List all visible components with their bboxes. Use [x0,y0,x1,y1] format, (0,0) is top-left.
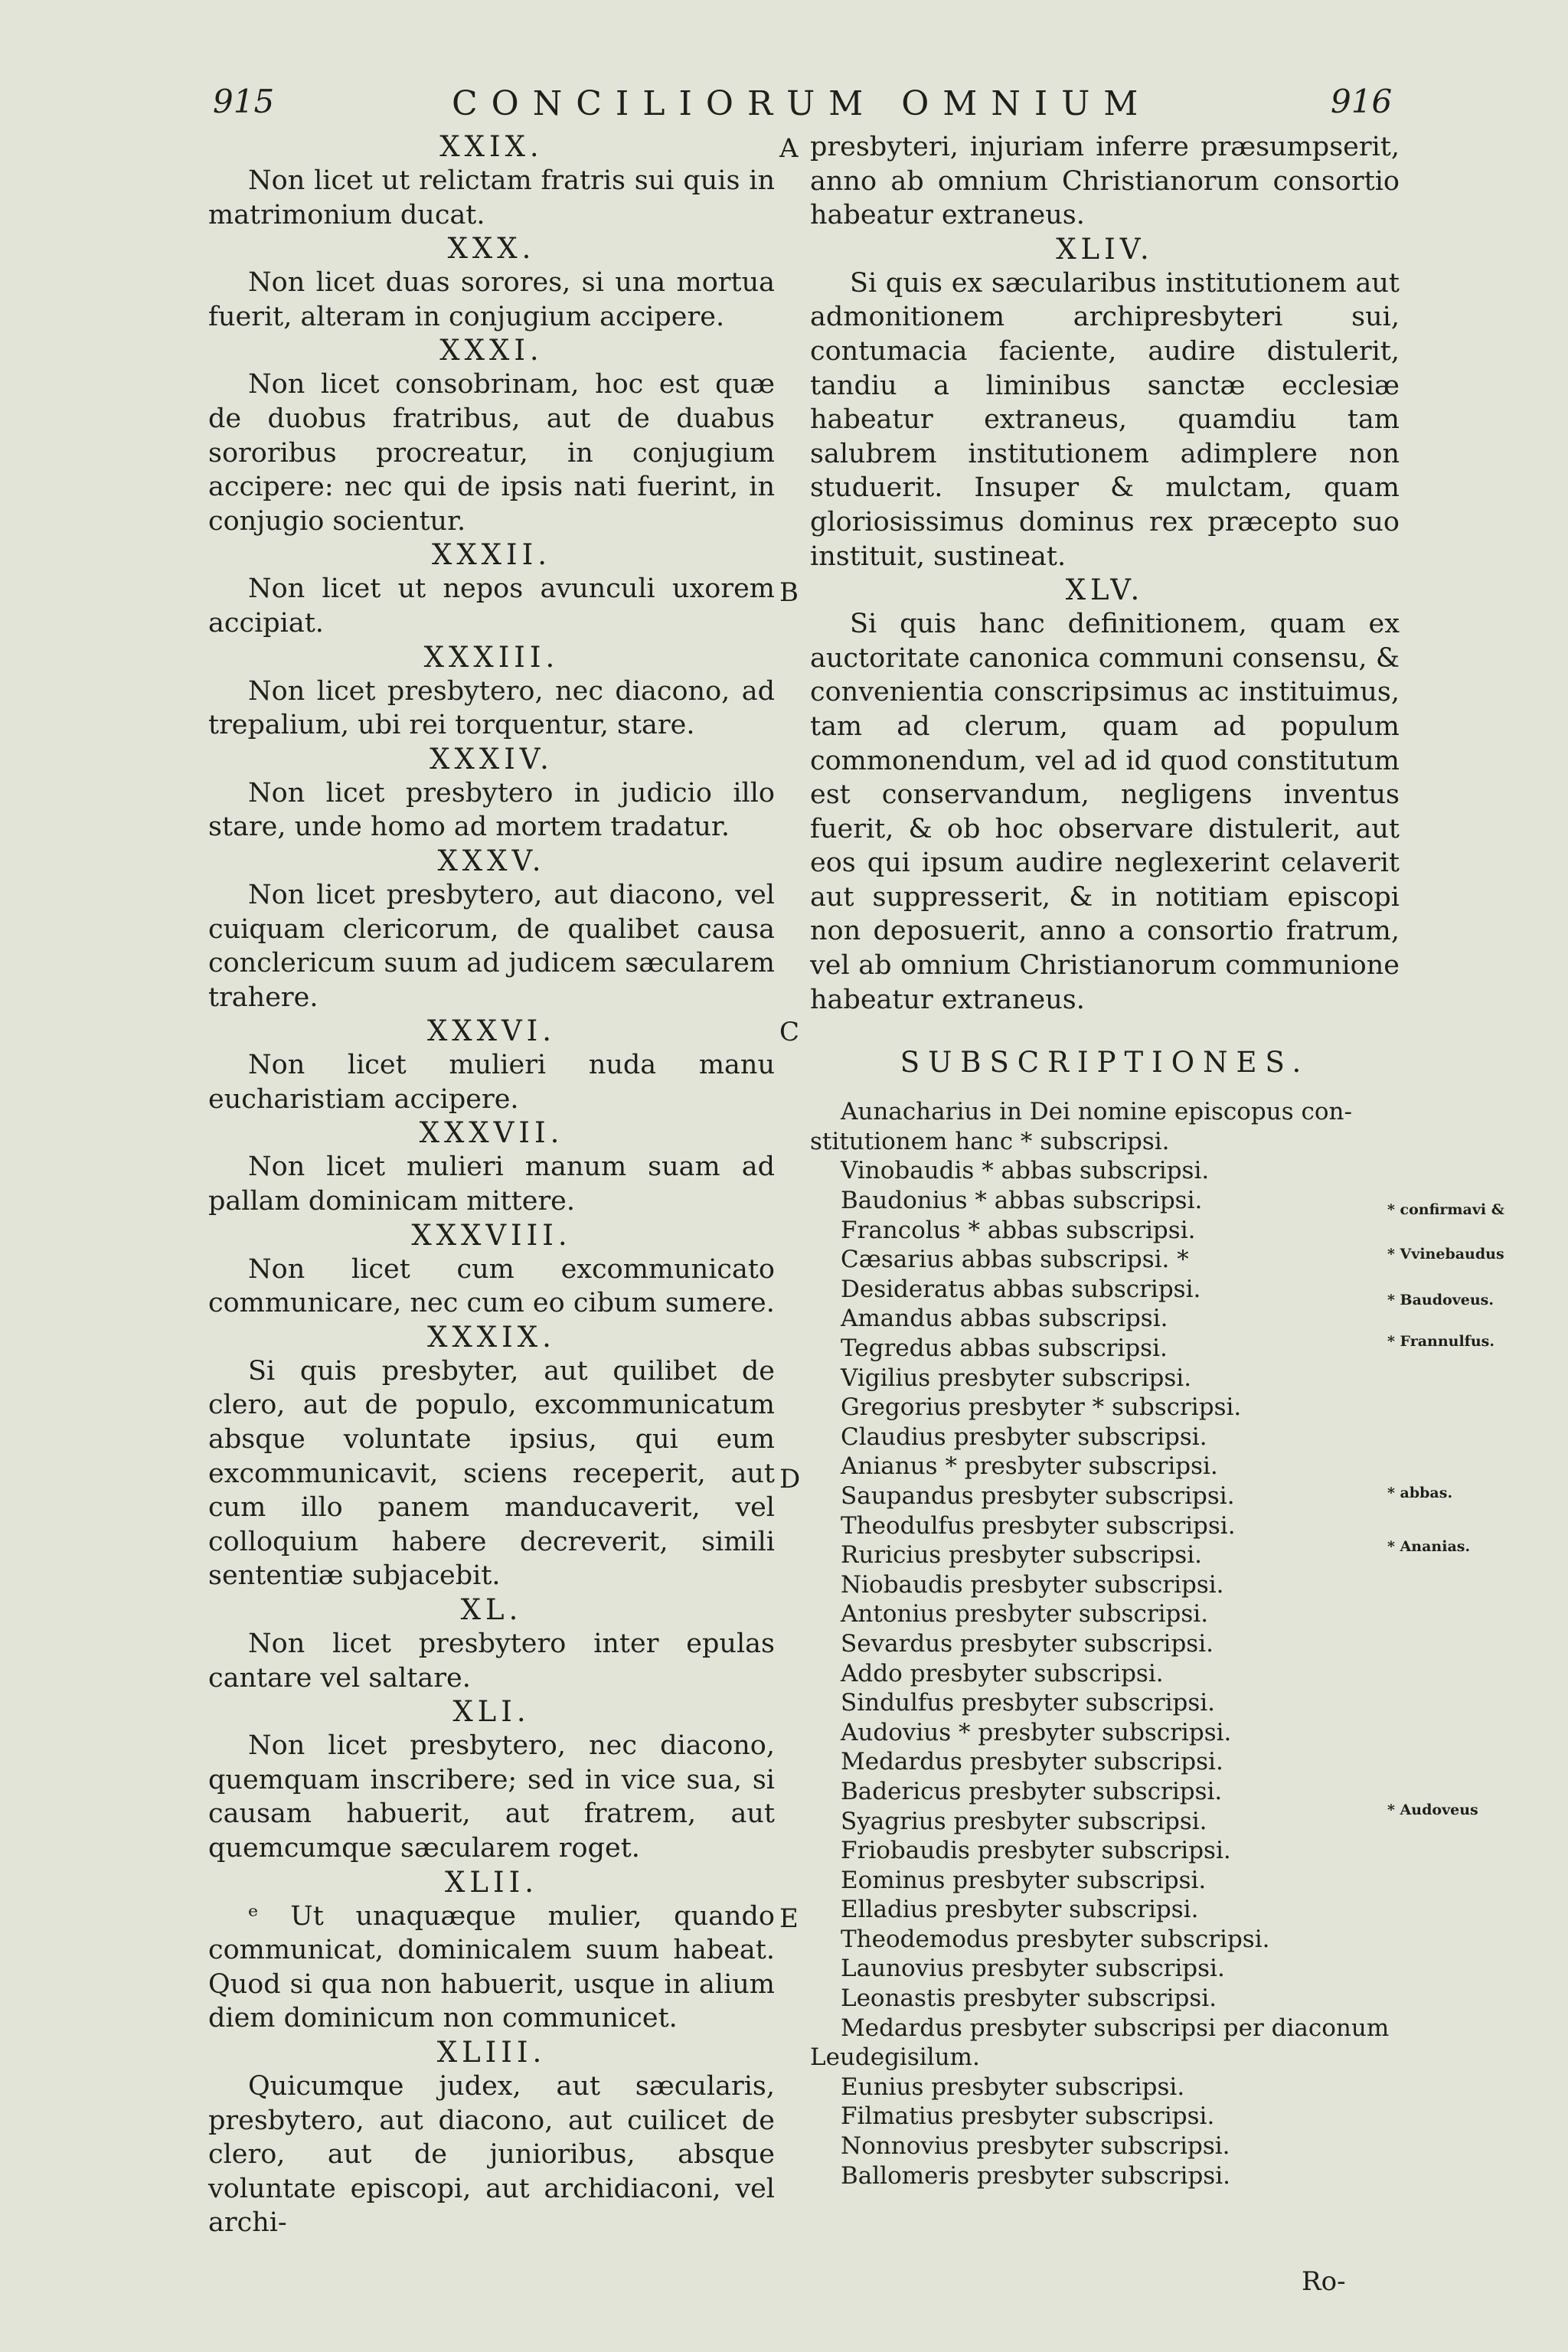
subscription-line: Addo presbyter subscripsi. [841,1659,1164,1687]
canon-text: Non licet cum excommunicato communicare, nec cum eo cibum sumere. [208,1253,775,1319]
subscription-line: Antonius presbyter subscripsi. [841,1600,1209,1628]
subscription-text: Leudegisilum. [810,2043,980,2072]
canon-number: XLIII. [436,2035,547,2069]
margin-note: * Baudoveus. [1387,1292,1494,1308]
subscription-line: Ruricius presbyter subscripsi. [841,1541,1203,1570]
canon [208,641,775,743]
subscription-line: Theodulfus presbyter subscripsi. [841,1511,1236,1540]
subscription-line: Francolus * abbas subscripsi. [841,1216,1196,1244]
running-title: CONCILIORUM OMNIUM [452,84,1152,123]
subscription-line: Sevardus presbyter subscripsi. [841,1629,1214,1658]
subscription-line: Desideratus abbas subscripsi. [841,1275,1201,1303]
continuation-text: presbyteri, injuriam inferre præsumpserit, anno ab omnium Christianorum consortio habeatur extraneus. [810,132,1400,231]
canon-text: Non licet ut relictam fratris sui quis in matrimonium ducat. [208,165,775,230]
subscription-line [810,1097,1400,1156]
canon [810,233,1400,573]
canon-text: Quicumque judex, aut sæcularis, presbytero, aut diacono, aut cuilicet de clero, aut de junioribus, absque voluntate episcopi, aut archidiaconi, vel archi- [208,2070,775,2239]
canon [208,538,775,640]
subscription-line: Filmatius presbyter subscripsi. [841,2102,1215,2131]
canon-text: Si quis hanc definitionem, quam ex auctoritate canonica communi consensu, & convenientia conscripsimus ac instituimus, tam ad clerum, quam ad populum commonendum, vel ad id quod constitutum est conservandum, negligens inventus fuerit, & ob hoc observare distulerit, aut eos qui ipsum audire neglexerint celaverit aut suppresserit, & in notitiam episcopi non deposuerit, anno a consortio fratrum, vel ab omnium Christianorum communione habeatur extraneus. [810,609,1400,1015]
canon-number: XLIV. [1056,232,1154,266]
margin-note: * Vvinebaudus [1387,1246,1504,1263]
margin-note: * Ananias. [1387,1538,1471,1555]
subscription-text: stitutionem hanc * subscripsi. [810,1127,1170,1155]
margin-note: * Audoveus [1387,1802,1478,1818]
canon [208,1014,775,1116]
canon-text: Non licet mulieri nuda manu eucharistiam accipere. [208,1050,775,1115]
canon [208,1219,775,1321]
canon [208,232,775,334]
canon-number: XXIX. [439,130,544,163]
subscription-line: Badericus presbyter subscripsi. [841,1777,1223,1805]
canon [810,573,1400,1017]
canon [208,130,775,232]
margin-letter-d: D [779,1464,801,1494]
running-head [0,83,1568,129]
subscription-line: Nonnovius presbyter subscripsi. [841,2132,1230,2161]
margin-note: * Frannulfus. [1387,1333,1494,1350]
canon-number: XXXIX. [427,1320,556,1354]
canon [208,1593,775,1695]
subscription-line: Vigilius presbyter subscripsi. [841,1364,1192,1392]
canon [208,2036,775,2240]
canon-text: Non licet presbytero in judicio illo stare, unde homo ad mortem tradatur. [208,777,775,843]
canon-number: XXXI. [439,334,544,368]
subscription-line: Audovius * presbyter subscripsi. [841,1718,1232,1746]
right-column [810,130,1400,2190]
canon [208,1866,775,2036]
canon-text: Non licet consobrinam, hoc est quæ de duobus fratribus, aut de duabus sororibus procreatur, in conjugium accipere: nec qui de ipsis nati fuerint, in conjugio socientur. [208,369,775,537]
subscription-line: Gregorius presbyter * subscripsi. [841,1393,1242,1422]
canon-text: Non licet presbytero inter epulas cantare vel saltare. [208,1628,775,1694]
canon-text: Non licet mulieri manum suam ad pallam dominicam mittere. [208,1152,775,1217]
margin-letter-a: A [779,133,799,164]
canon-number: XXXVIII. [411,1218,572,1252]
subscription-line: Niobaudis presbyter subscripsi. [841,1570,1224,1599]
subscription-text: Medardus presbyter subscripsi per diaconum [841,2014,1390,2042]
canon-number: XLV. [1065,573,1145,607]
canon-text: Non licet presbytero, nec diacono, quemquam inscribere; sed in vice sua, si causam habuerit, aut fratrem, aut quemcumque sæcularem roget. [208,1730,775,1864]
margin-letter-e: E [779,1903,799,1934]
subscription-line: Anianus * presbyter subscripsi. [841,1452,1218,1481]
canon-number: XXXIII. [423,640,560,674]
subscription-line: Saupandus presbyter subscripsi. [841,1481,1235,1510]
subscription-text: Aunacharius in Dei nomine episcopus con- [841,1098,1352,1126]
subscription-line: Eominus presbyter subscripsi. [841,1866,1207,1894]
right-page-number: 916 [1331,83,1393,120]
margin-letter-b: B [779,577,799,608]
canon-number: XXXV. [437,844,546,877]
subscription-line: Theodemodus presbyter subscripsi. [841,1925,1270,1953]
canon [208,1321,775,1593]
margin-note: * confirmavi & [1387,1201,1504,1218]
canon-text: Si quis ex sæcularibus institutionem aut admonitionem archipresbyteri sui, contumacia faciente, audire distulerit, tandiu a liminibus sanctæ ecclesiæ habeatur extraneus, quamdiu tam salubrem institutionem adimplere non studuerit. Insuper & mulctam, quam gloriosissimus dominus rex præcepto suo instituit, sustineat. [810,267,1400,572]
canon-number: XXXIV. [430,742,554,776]
subscription-line: Eunius presbyter subscripsi. [841,2073,1185,2101]
canon-number: XXXII. [431,538,551,572]
canon [208,743,775,844]
subscription-line: Amandus abbas subscripsi. [841,1305,1168,1333]
canon [208,1116,775,1218]
subscription-line: Friobaudis presbyter subscripsi. [841,1837,1231,1865]
subscription-line: Launovius presbyter subscripsi. [841,1955,1225,1983]
canon-text: Non licet ut nepos avunculi uxorem accipiat. [208,573,775,639]
canon-text: ᵉ Ut unaquæque mulier, quando communicat, dominicalem suum habeat. Quod si qua non habuerit, usque in alium diem dominicum non communicet. [208,1900,775,2034]
subscription-line: Claudius presbyter subscripsi. [841,1423,1207,1451]
canon-number: XXXVI. [426,1014,557,1048]
subscription-line: Vinobaudis * abbas subscripsi. [841,1157,1210,1185]
canon-number: XXXVII. [419,1116,564,1150]
subscriptions-list [810,1097,1400,2190]
canon-number: XL. [460,1593,523,1626]
canon-number: XLII. [445,1865,538,1899]
subscription-line: Ballomeris presbyter subscripsi. [841,2161,1230,2190]
canon-text: Non licet presbytero, aut diacono, vel cuiquam clericorum, de qualibet causa conclericum suum ad judicem sæcularem trahere. [208,879,775,1013]
catchword: Ro- [1302,2266,1346,2297]
margin-note: * abbas. [1387,1485,1453,1501]
canon [208,334,775,538]
left-column [208,130,775,2240]
subscriptions-heading: SUBSCRIPTIONES. [900,1046,1310,1080]
canon [208,844,775,1014]
canon-text: Non licet presbytero, nec diacono, ad trepalium, ubi rei torquentur, stare. [208,675,775,741]
subscription-line: Medardus presbyter subscripsi. [841,1748,1223,1776]
canon-number: XLI. [452,1695,531,1729]
canon-number: XXX. [447,232,536,266]
left-page-number: 915 [213,83,275,120]
subscription-line: Leonastis presbyter subscripsi. [841,1984,1217,2013]
subscription-line [810,2014,1400,2073]
subscription-line: Cæsarius abbas subscripsi. * [841,1246,1189,1274]
subscription-line: Elladius presbyter subscripsi. [841,1896,1199,1924]
subscription-line: Sindulfus presbyter subscripsi. [841,1689,1216,1717]
subscription-line: Tegredus abbas subscripsi. [841,1334,1168,1362]
canon-text: Si quis presbyter, aut quilibet de clero, aut de populo, excommunicatum absque voluntate ipsius, qui eum excommunicavit, sciens receperit, aut cum illo panem manducaverit, vel colloquium habere decreverit, simili sententiæ subjacebit. [208,1355,775,1592]
subscription-line: Syagrius presbyter subscripsi. [841,1807,1207,1835]
margin-letter-c: C [779,1017,800,1047]
canon-text: Non licet duas sorores, si una mortua fuerit, alteram in conjugium accipere. [208,267,775,332]
subscription-line: Baudonius * abbas subscripsi. [841,1187,1203,1215]
canon [208,1695,775,1865]
